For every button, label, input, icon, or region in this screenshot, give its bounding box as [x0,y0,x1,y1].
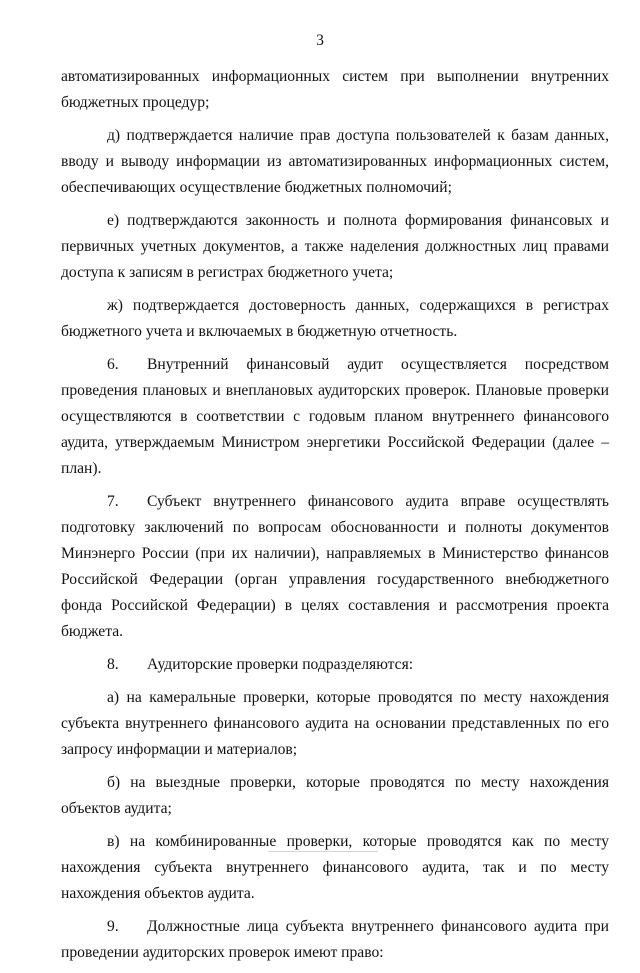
paragraph-text: в) на комбинированные проверки, которые проводятся как по месту нахождения субъекта внутреннего финансового аудита, так и по месту нахождения объектов аудита. [61,833,609,902]
paragraph-9 [61,914,609,966]
paragraph-text: д) подтверждается наличие прав доступа пользователей к базам данных, вводу и выводу информации из автоматизированных информационных систем, обеспечивающих осуществление бюджетных полномочий; [61,127,609,196]
paragraph-text: Внутренний финансовый аудит осуществляется посредством проведения плановых и внеплановых аудиторских проверок. Плановые проверки осуществляются в соответствии с годовым планом внутреннего финансового аудита, утверждаемым Министром энергетики Российской Федерации (далее – план). [61,356,609,477]
paragraph-7 [61,489,609,645]
paragraph-text: автоматизированных информационных систем при выполнении внутренних бюджетных процедур; [61,68,609,111]
paragraph-number: 9. [107,918,119,935]
paragraph-continuation [61,64,609,116]
scan-artifact-line [268,851,378,852]
paragraph-text: ж) подтверждается достоверность данных, содержащихся в регистрах бюджетного учета и включаемых в бюджетную отчетность. [61,297,609,340]
paragraph-item-d [61,123,609,201]
paragraph-6 [61,352,609,482]
paragraph-text: а) на камеральные проверки, которые проводятся по месту нахождения субъекта внутреннего финансового аудита на основании представленных по его запросу информации и материалов; [61,689,609,758]
paragraph-item-b [61,770,609,822]
paragraph-item-e [61,208,609,286]
paragraph-item-zh [61,293,609,345]
paragraph-item-a [61,685,609,763]
page-number: 3 [316,32,324,49]
paragraph-number: 7. [107,493,119,510]
paragraph-item-v [61,829,609,907]
document-body [61,64,609,973]
paragraph-text: б) на выездные проверки, которые проводятся по месту нахождения объектов аудита; [61,774,609,817]
paragraph-8 [61,652,609,678]
paragraph-text: Аудиторские проверки подразделяются: [147,656,414,673]
paragraph-text: Должностные лица субъекта внутреннего финансового аудита при проведении аудиторских проверок имеют право: [61,918,609,961]
paragraph-number: 6. [107,356,119,373]
paragraph-text: Субъект внутреннего финансового аудита вправе осуществлять подготовку заключений по вопросам обоснованности и полноты документов Минэнерго России (при их наличии), направляемых в Министерство финансов Российской Федерации (орган управления государственного внебюджетного фонда Российской Федерации) в целях составления и рассмотрения проекта бюджета. [61,493,609,640]
paragraph-text: е) подтверждаются законность и полнота формирования финансовых и первичных учетных документов, а также наделения должностных лиц правами доступа к записям в регистрах бюджетного учета; [61,212,609,281]
paragraph-number: 8. [107,656,119,673]
